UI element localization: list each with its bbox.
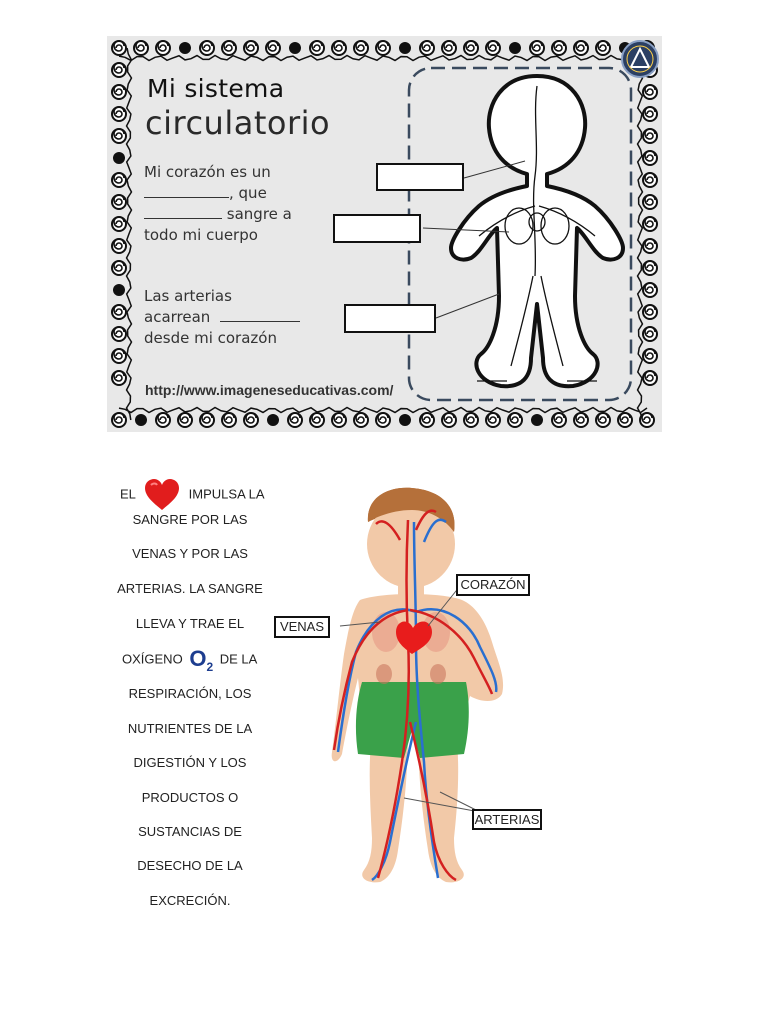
heart-sentence-line1: Mi corazón es un (144, 163, 271, 181)
info-line-3: VENAS Y POR LAS (132, 546, 248, 561)
info-line-6: OXÍGENO O2 DE LA (122, 646, 258, 674)
label-venas: VENAS (274, 616, 330, 638)
label-corazon: CORAZÓN (456, 574, 530, 596)
info-line-11: SUSTANCIAS DE (138, 824, 242, 839)
info-line-4: ARTERIAS. LA SANGRE (117, 581, 263, 596)
arteries-sentence-line2: acarrean (144, 307, 300, 328)
heart-sentence-line4: todo mi cuerpo (144, 226, 258, 244)
info-line-10: PRODUCTOS O (141, 790, 239, 805)
worksheet-title-line1: Mi sistema (147, 74, 285, 103)
info-line-1: EL IMPULSA LA (120, 478, 265, 512)
label-arterias: ARTERIAS (472, 809, 542, 830)
info-line-13: EXCRECIÓN. (149, 893, 231, 908)
heart-sentence-line3: sangre a (144, 204, 292, 225)
heart-icon (143, 478, 181, 512)
info-line-5: LLEVA Y TRAE EL (135, 616, 245, 631)
info-line-7: RESPIRACIÓN, LOS (128, 686, 252, 701)
answer-box-arteries[interactable] (344, 304, 436, 333)
answer-box-heart[interactable] (376, 163, 464, 191)
worksheet-title-line2: circulatorio (145, 104, 331, 142)
heart-sentence-line2: , que (144, 183, 267, 204)
circulatory-body-illustration (320, 482, 520, 894)
info-line-12: DESECHO DE LA (137, 858, 243, 873)
info-line-2: SANGRE POR LAS (132, 512, 248, 527)
info-line-9: DIGESTIÓN Y LOS (133, 755, 247, 770)
answer-box-lungs[interactable] (333, 214, 421, 243)
info-line-8: NUTRIENTES DE LA (127, 721, 253, 736)
arteries-sentence-line3: desde mi corazón (144, 329, 277, 347)
oxygen-symbol-icon: O2 (189, 646, 214, 674)
source-url: http://www.imageneseducativas.com/ (145, 382, 394, 398)
shorts-shape (356, 682, 469, 758)
worksheet-card (107, 36, 662, 432)
arteries-sentence-line1: Las arterias (144, 287, 232, 305)
